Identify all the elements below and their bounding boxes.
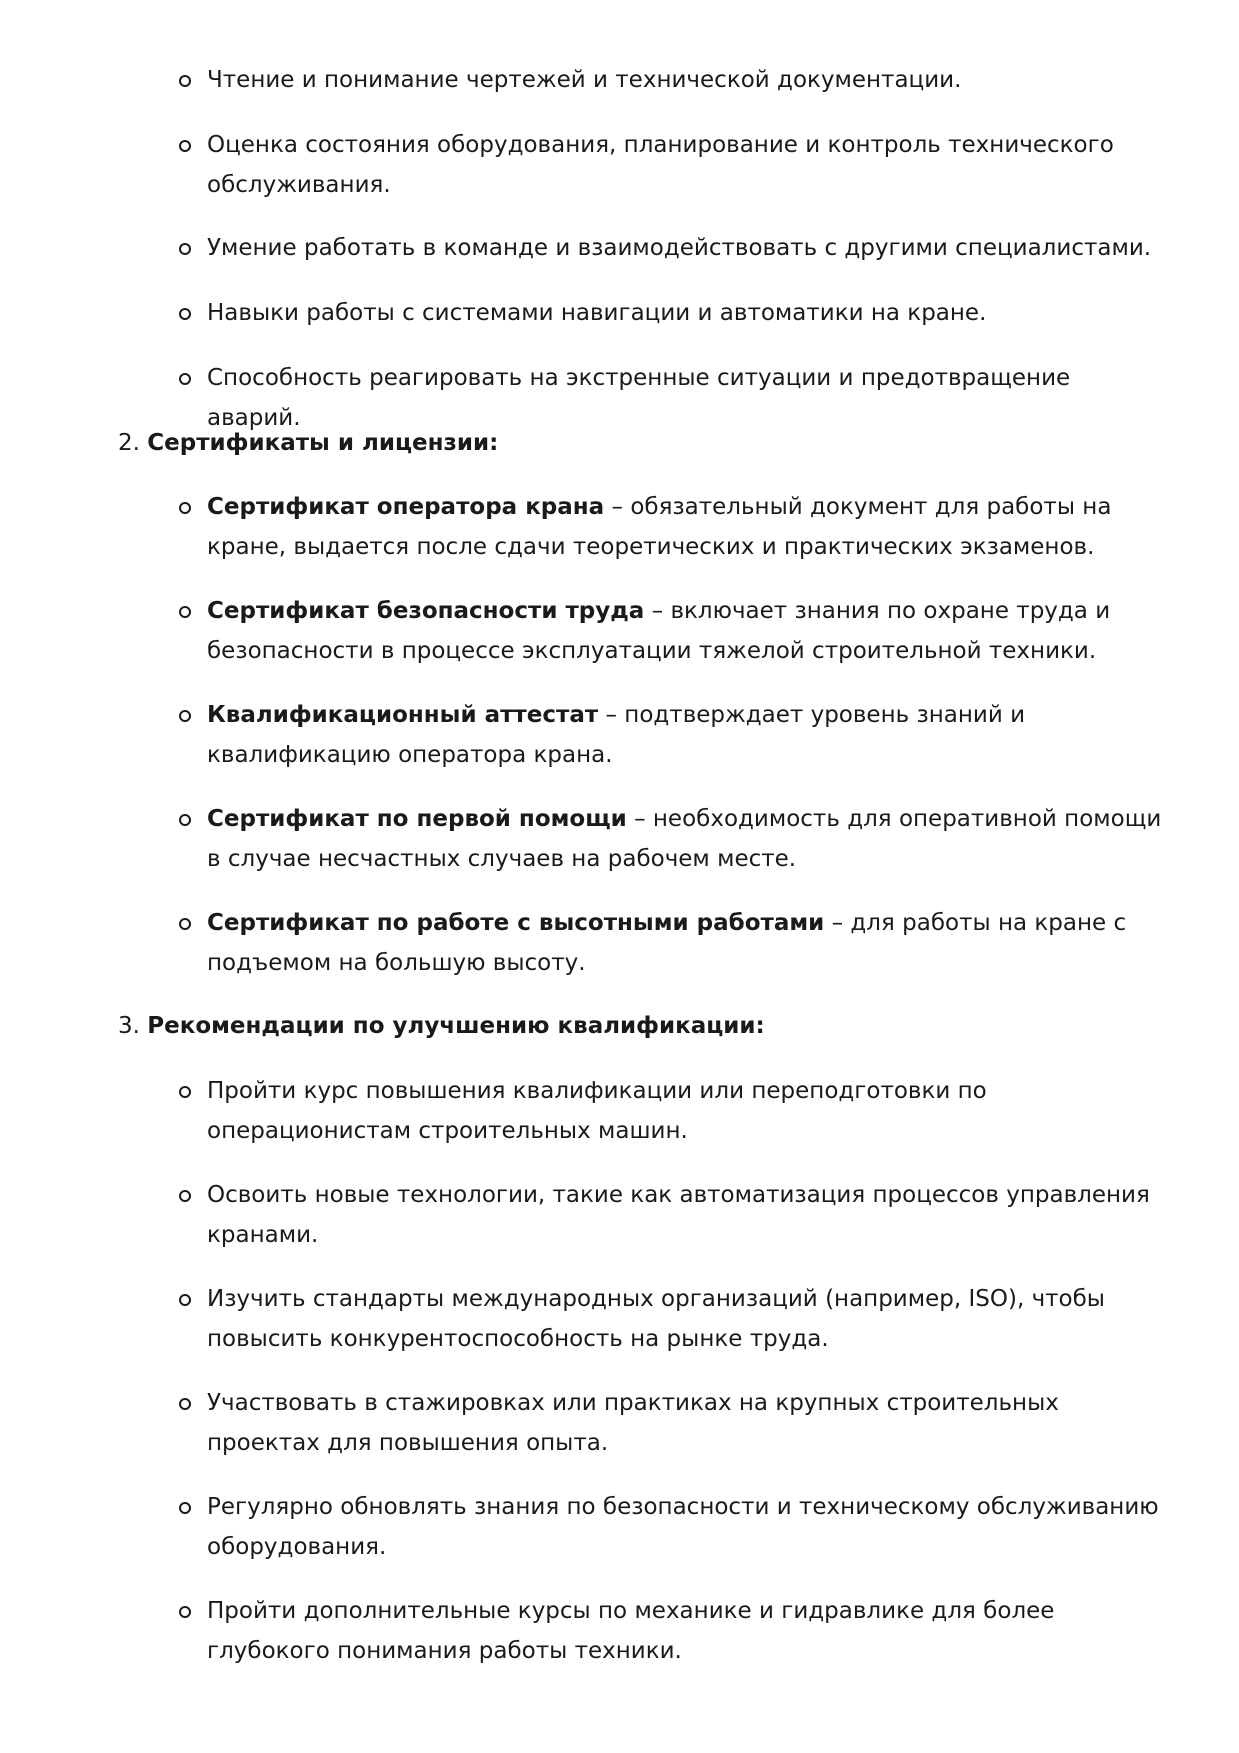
list-item-text: Способность реагировать на экстренные ситуации и предотвращение аварий. bbox=[207, 365, 1071, 431]
hollow-bullet-icon bbox=[179, 1086, 191, 1098]
list-item bbox=[207, 60, 1167, 100]
hollow-bullet-icon bbox=[179, 243, 191, 255]
list-item bbox=[207, 799, 1167, 879]
hollow-bullet-icon bbox=[179, 1502, 191, 1514]
hollow-bullet-icon bbox=[179, 75, 191, 87]
list-item-text: Умение работать в команде и взаимодействовать с другими специалистами. bbox=[207, 235, 1152, 261]
hollow-bullet-icon bbox=[179, 1606, 191, 1618]
hollow-bullet-icon bbox=[179, 606, 191, 618]
list-item-text: Освоить новые технологии, такие как автоматизация процессов управления кранами. bbox=[207, 1182, 1150, 1248]
section-title: Рекомендации по улучшению квалификации: bbox=[147, 1013, 765, 1039]
section-heading-recommendations bbox=[118, 1006, 765, 1046]
list-item-text: Пройти дополнительные курсы по механике и гидравлике для более глубокого понимания работы техники. bbox=[207, 1598, 1055, 1664]
list-item bbox=[207, 1175, 1167, 1255]
list-item-text: – необходимость для оперативной помощи в случае несчастных случаев на рабочем месте. bbox=[207, 806, 1162, 872]
hollow-bullet-icon bbox=[179, 308, 191, 320]
list-item bbox=[207, 591, 1167, 671]
list-item-lead: Сертификат оператора крана bbox=[207, 494, 605, 520]
hollow-bullet-icon bbox=[179, 918, 191, 930]
list-item bbox=[207, 1383, 1167, 1463]
list-item-text: Чтение и понимание чертежей и технической документации. bbox=[207, 67, 962, 93]
section-heading-certificates bbox=[118, 423, 498, 463]
hollow-bullet-icon bbox=[179, 373, 191, 385]
list-item bbox=[207, 903, 1167, 983]
list-item bbox=[207, 1487, 1167, 1567]
list-item-text: – обязательный документ для работы на кране, выдается после сдачи теоретических и практических экзаменов. bbox=[207, 494, 1112, 560]
list-item-text: – подтверждает уровень знаний и квалификацию оператора крана. bbox=[207, 702, 1026, 768]
hollow-bullet-icon bbox=[179, 1294, 191, 1306]
hollow-bullet-icon bbox=[179, 140, 191, 152]
hollow-bullet-icon bbox=[179, 814, 191, 826]
list-item-text: Оценка состояния оборудования, планирование и контроль технического обслуживания. bbox=[207, 132, 1114, 198]
list-item-text: – для работы на кране с подъемом на большую высоту. bbox=[207, 910, 1127, 976]
list-item-text: – включает знания по охране труда и безопасности в процессе эксплуатации тяжелой строительной техники. bbox=[207, 598, 1111, 664]
list-item bbox=[207, 695, 1167, 775]
list-item bbox=[207, 1591, 1167, 1671]
list-item bbox=[207, 487, 1167, 567]
section-number: 3. bbox=[118, 1013, 140, 1039]
hollow-bullet-icon bbox=[179, 1398, 191, 1410]
section-title: Сертификаты и лицензии: bbox=[147, 430, 499, 456]
list-item bbox=[207, 228, 1167, 268]
list-item-lead: Сертификат безопасности труда bbox=[207, 598, 645, 624]
hollow-bullet-icon bbox=[179, 1190, 191, 1202]
list-item-text: Участвовать в стажировках или практиках на крупных строительных проектах для повышения опыта. bbox=[207, 1390, 1059, 1456]
list-item-lead: Сертификат по работе с высотными работами bbox=[207, 910, 825, 936]
hollow-bullet-icon bbox=[179, 710, 191, 722]
list-item-text: Регулярно обновлять знания по безопасности и техническому обслуживанию оборудования. bbox=[207, 1494, 1159, 1560]
list-item-text: Изучить стандарты международных организаций (например, ISO), чтобы повысить конкурентоспособность на рынке труда. bbox=[207, 1286, 1105, 1352]
list-item-lead: Квалификационный аттестат bbox=[207, 702, 599, 728]
list-item bbox=[207, 125, 1167, 205]
list-item-text: Пройти курс повышения квалификации или переподготовки по операционистам строительных машин. bbox=[207, 1078, 987, 1144]
list-item-lead: Сертификат по первой помощи bbox=[207, 806, 627, 832]
list-item bbox=[207, 293, 1167, 333]
hollow-bullet-icon bbox=[179, 502, 191, 514]
list-item bbox=[207, 1279, 1167, 1359]
list-item-text: Навыки работы с системами навигации и автоматики на кране. bbox=[207, 300, 987, 326]
list-item bbox=[207, 1071, 1167, 1151]
section-number: 2. bbox=[118, 430, 140, 456]
